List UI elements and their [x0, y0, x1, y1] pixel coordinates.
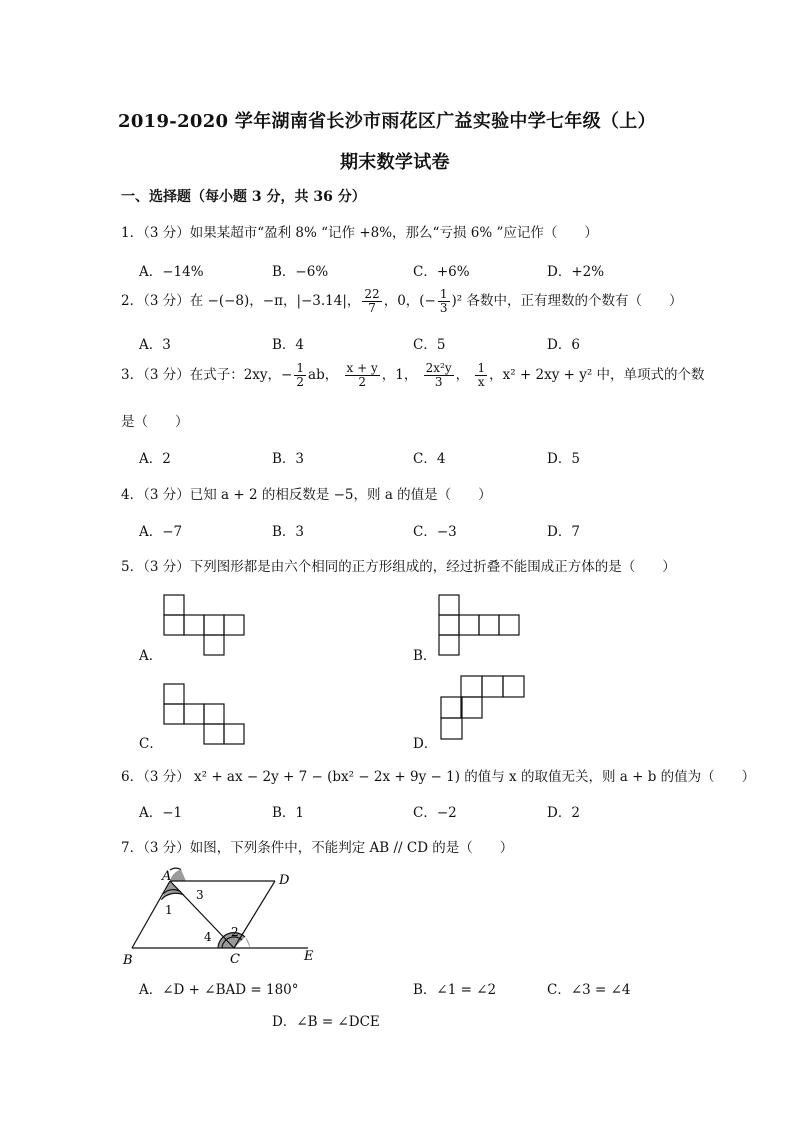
label-angle-2: 2: [231, 925, 239, 939]
label-point-d: D: [279, 873, 290, 888]
section-heading: 一、选择题（每小题 3 分，共 36 分）: [121, 189, 366, 205]
label-point-e: E: [304, 949, 314, 964]
q6-option-c: C．−2: [413, 805, 457, 821]
q5-net-d: [441, 676, 525, 740]
question-7-stem: 7．（3 分）如图，下列条件中，不能判定 AB // CD 的是（ ）: [121, 840, 514, 856]
q3-fraction-2: $\frac{x + y}{2}$: [346, 361, 378, 389]
q3-option-b: B．3: [272, 451, 305, 467]
q7-option-b: B．∠1 = ∠2: [413, 982, 497, 998]
q7-option-d: D．∠B = ∠DCE: [272, 1014, 380, 1030]
q5-option-c: C．: [139, 736, 163, 752]
question-5-stem: 5．（3 分）下列图形都是由六个相同的正方形组成的，经过折叠不能围成正方体的是（ ）: [121, 559, 676, 575]
q5-option-d: D．: [413, 736, 438, 752]
q1-option-a: A．−14%: [139, 264, 204, 280]
q2-option-d: D．6: [547, 337, 580, 353]
q3-fraction-4: $\frac{1}{x}$: [477, 361, 486, 389]
title-line-1: 2019-2020 学年湖南省长沙市雨花区广益实验中学七年级（上）: [118, 111, 656, 132]
q4-option-b: B．3: [272, 524, 305, 540]
q3-fraction-1: $\frac{1}{2}$: [296, 361, 305, 389]
q2-option-a: A．3: [139, 337, 171, 353]
q2-fraction-2: $\frac{1}{3}$: [439, 287, 448, 315]
q2-post: )² 各数中，正有理数的个数有（ ）: [451, 293, 683, 309]
q5-net-a: [164, 595, 248, 657]
question-6-stem: 6．（3 分） x² + ax − 2y + 7 − (bx² − 2x + 9y − 1) 的值与 x 的取值无关，则 a + b 的值为（ ）: [121, 769, 756, 785]
q7-option-c: C．∠3 = ∠4: [547, 982, 631, 998]
q2-pre: 2．（3 分）在 −(−8)，−π，|−3.14|，: [121, 293, 361, 309]
question-1-stem: 1．（3 分）如果某超市“盈利 8% “记作 +8%，那么“亏损 6% ”应记作（ ）: [121, 225, 598, 241]
q2-option-b: B．4: [272, 337, 305, 353]
q1-option-b: B．−6%: [272, 264, 329, 280]
q7-figure: [118, 868, 328, 968]
q3-option-a: A．2: [139, 451, 171, 467]
q2-fraction-1: $\frac{22}{7}$: [364, 287, 380, 315]
label-angle-4: 4: [204, 930, 212, 944]
q6-option-d: D．2: [547, 805, 580, 821]
angle-2-marker: [245, 937, 250, 948]
q3-option-d: D．5: [547, 451, 580, 467]
q6-option-a: A．−1: [139, 805, 183, 821]
q4-option-a: A．−7: [139, 524, 183, 540]
q1-option-c: C．+6%: [413, 264, 470, 280]
label-point-c: C: [230, 952, 240, 967]
question-3-line-2: 是（ ）: [121, 414, 189, 430]
label-point-a: A: [162, 869, 172, 884]
q5-net-c: [164, 684, 248, 746]
arc-angle-3: [170, 868, 181, 870]
q3-option-c: C．4: [413, 451, 446, 467]
q2-option-c: C．5: [413, 337, 446, 353]
q7-option-a: A．∠D + ∠BAD = 180°: [139, 982, 299, 998]
q5-net-b: [439, 595, 523, 657]
title-line-2: 期末数学试卷: [340, 152, 450, 173]
q6-option-b: B．1: [272, 805, 305, 821]
q3-fraction-3: $\frac{\text{2x²y}}{3}$: [425, 361, 452, 389]
q5-option-b: B．: [413, 648, 437, 664]
question-2-stem: [121, 288, 683, 315]
q2-mid: ，0，(−: [383, 293, 436, 309]
label-angle-3: 3: [196, 888, 204, 902]
angle-3-marker: [170, 870, 186, 882]
q4-option-c: C．−3: [413, 524, 457, 540]
question-3-stem: 3．（3 分）在式子：2xy，− $\frac{1}{2}$ ab， $\frac{x + y}{2}$ ，1， $\frac{\text{2x²y}}{3}$ ， $\frac{1}{x}$ ，x² + 2xy + y² 中，单项式的个数: [121, 361, 705, 389]
q5-option-a: A．: [139, 648, 163, 664]
question-4-stem: 4．（3 分）已知 a + 2 的相反数是 −5，则 a 的值是（ ）: [121, 487, 492, 503]
label-point-b: B: [123, 953, 133, 968]
q1-option-d: D．+2%: [547, 264, 605, 280]
label-angle-1: 1: [165, 903, 173, 917]
q4-option-d: D．7: [547, 524, 580, 540]
